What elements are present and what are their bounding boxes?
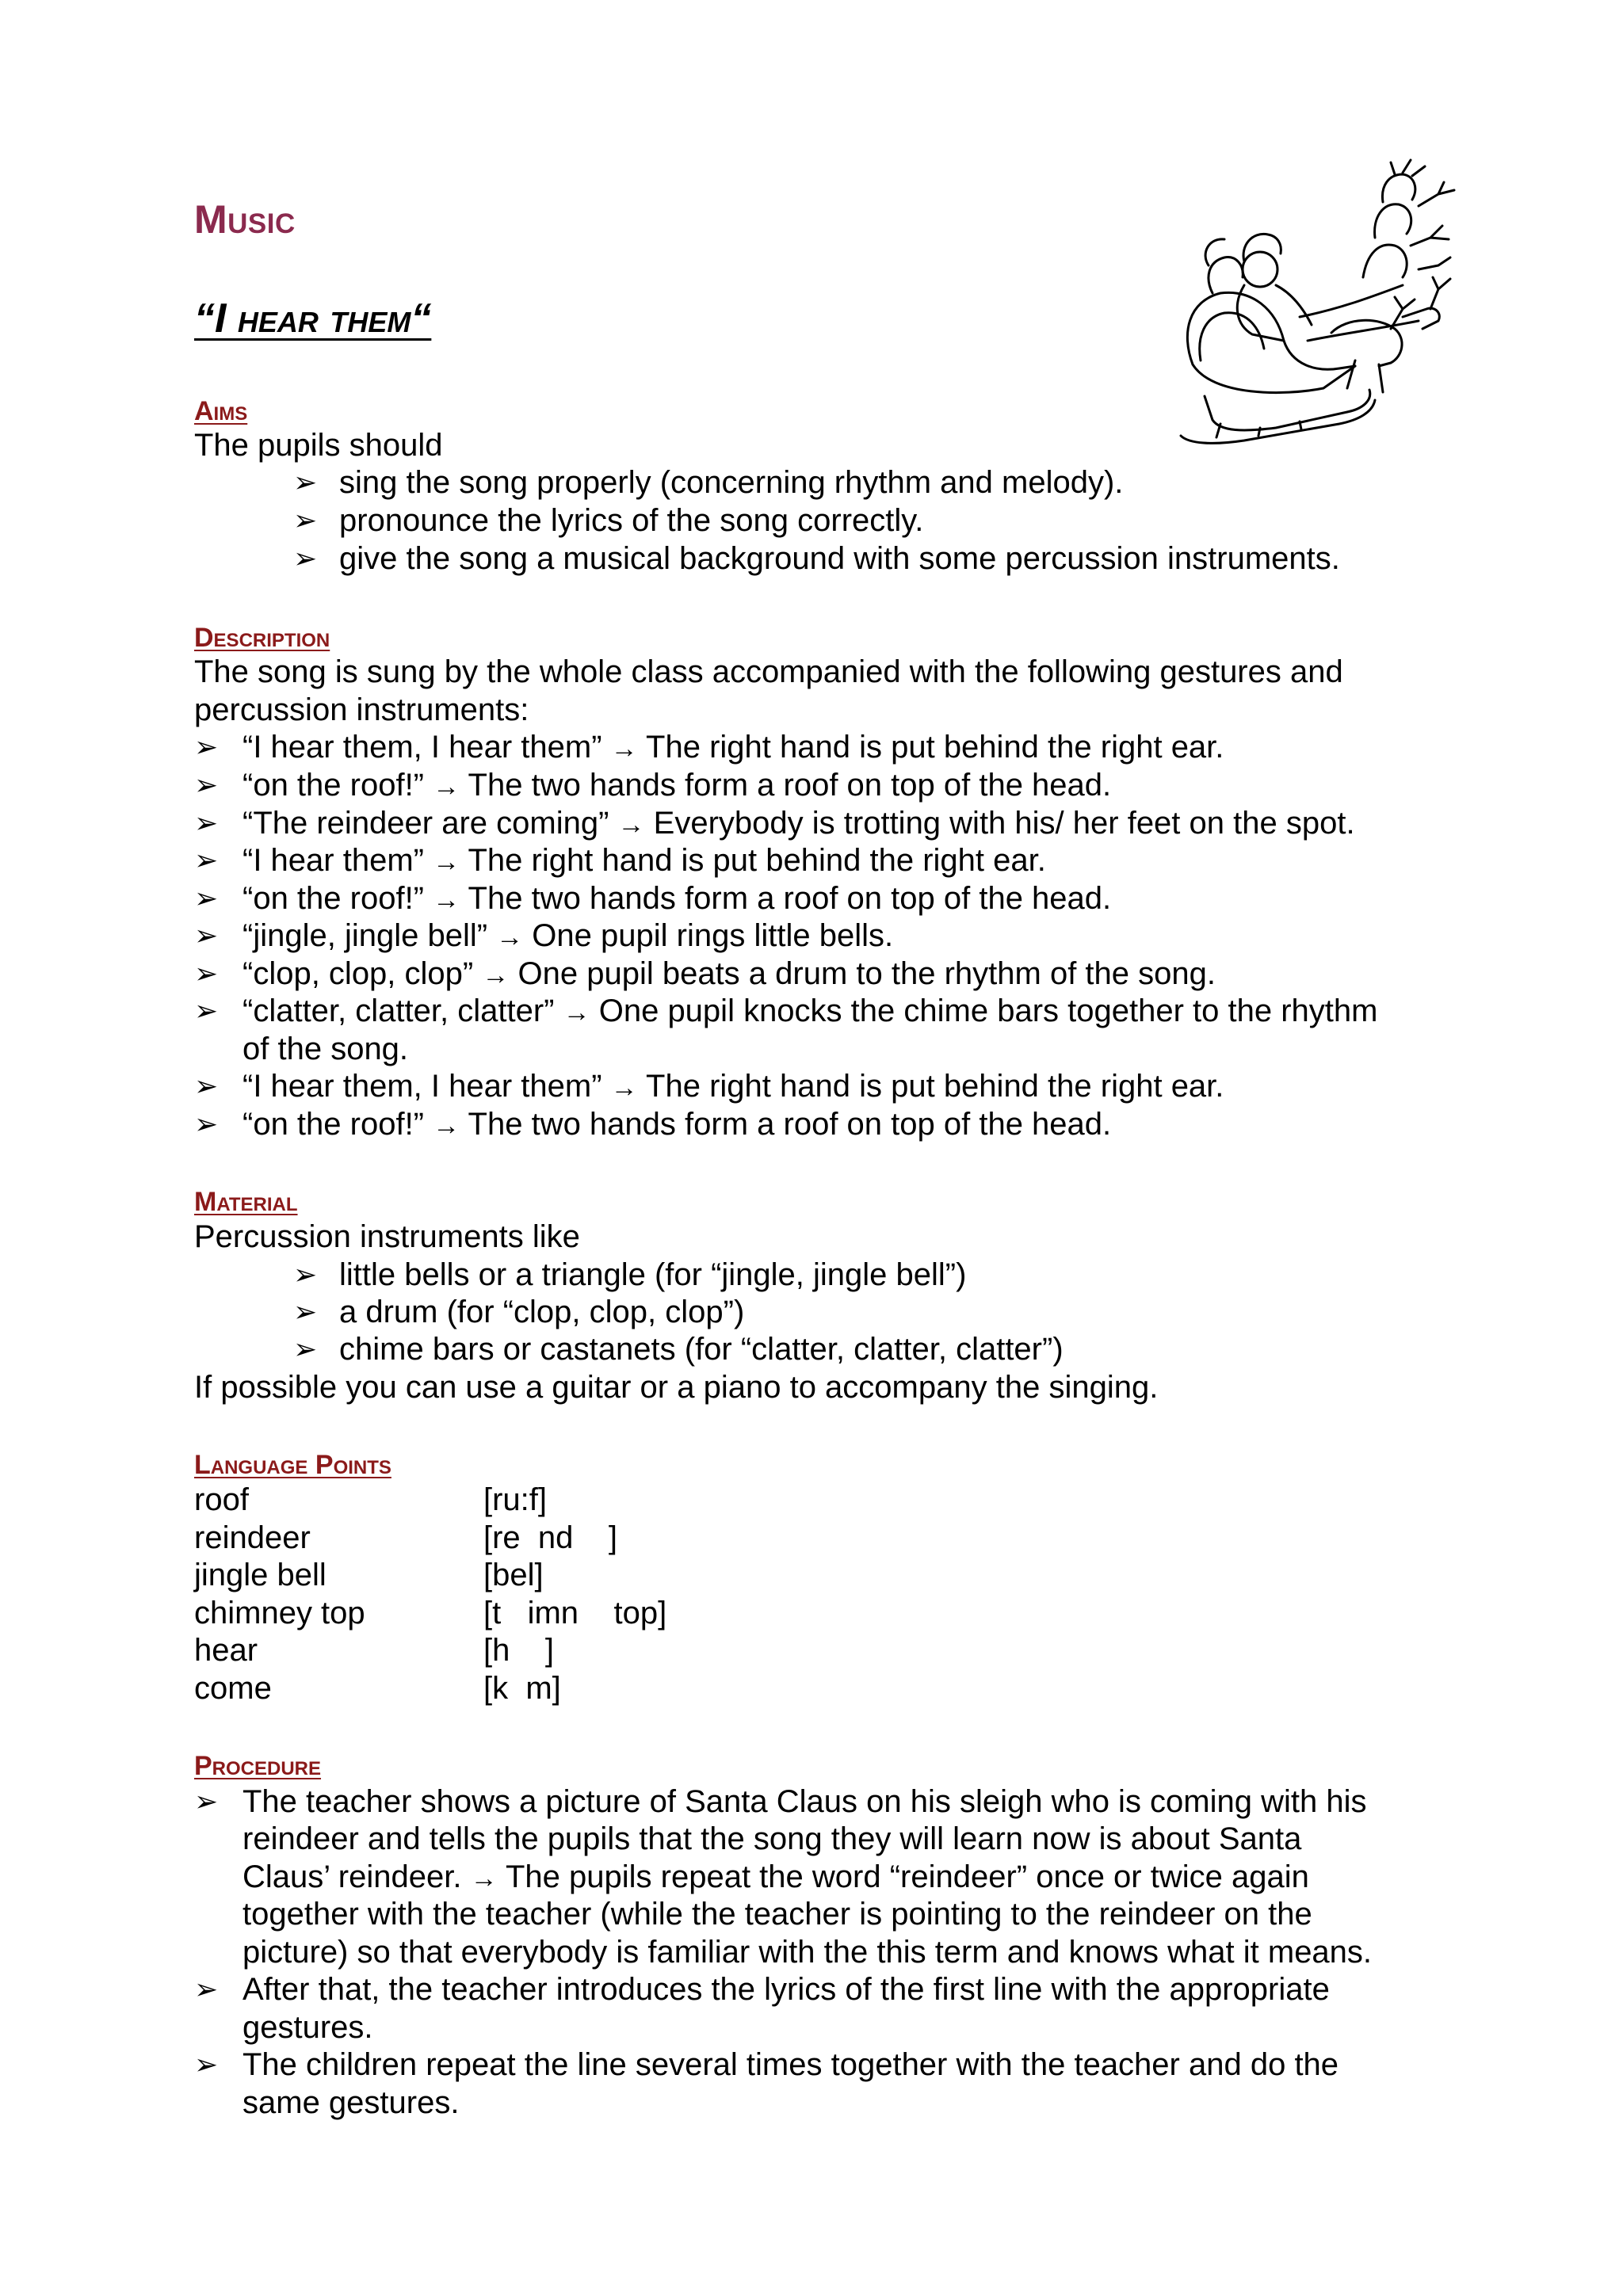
material-item: chime bars or castanets (for “clatter, clatter, clatter”) xyxy=(339,1332,1064,1367)
material-item: a drum (for “clop, clop, clop”) xyxy=(339,1295,745,1329)
list-item xyxy=(242,992,1377,1032)
arrow-icon: → xyxy=(610,1073,638,1103)
vocab-word: hear xyxy=(194,1633,258,1668)
list-item xyxy=(242,728,1224,768)
bullet-icon: ➢ xyxy=(293,466,318,498)
arrow-icon: → xyxy=(433,1111,460,1141)
bullet-icon: ➢ xyxy=(293,542,318,574)
bullet-icon: ➢ xyxy=(194,1973,219,2005)
bullet-icon: ➢ xyxy=(293,1333,318,1365)
aims-item: give the song a musical background with some percussion instruments. xyxy=(339,541,1340,576)
arrow-icon: → xyxy=(610,734,638,764)
song-title: “I hear them“ xyxy=(194,296,432,341)
vocab-pronunciation: [t imn top] xyxy=(483,1596,667,1630)
procedure-line: together with the teacher (while the teacher is pointing to the reindeer on the xyxy=(242,1897,1312,1932)
arrow-icon: → xyxy=(482,960,510,990)
vocab-word: reindeer xyxy=(194,1520,311,1555)
gesture-cue: “I hear them, I hear them” xyxy=(242,730,602,765)
bullet-icon: ➢ xyxy=(194,844,219,876)
procedure-line: picture) so that everybody is familiar with the this term and knows what it means. xyxy=(242,1935,1373,1970)
gesture-action: One pupil rings little bells. xyxy=(532,918,894,953)
bullet-icon: ➢ xyxy=(194,1108,219,1140)
bullet-icon: ➢ xyxy=(194,2048,219,2081)
procedure-line: reindeer and tells the pupils that the song they will learn now is about Santa xyxy=(242,1821,1302,1856)
vocab-pronunciation: [re nd ] xyxy=(483,1520,617,1555)
gesture-action: The two hands form a roof on top of the head. xyxy=(468,881,1112,916)
gesture-cue: “clop, clop, clop” xyxy=(242,956,474,991)
procedure-line: After that, the teacher introduces the lyrics of the first line with the appropriate xyxy=(242,1972,1330,2007)
santa-sleigh-illustration xyxy=(1165,158,1466,499)
gesture-action: Everybody is trotting with his/ her feet on the spot. xyxy=(653,806,1355,841)
list-item xyxy=(242,917,893,956)
gesture-action: One pupil beats a drum to the rhythm of the song. xyxy=(517,956,1216,991)
material-heading: Material xyxy=(194,1187,298,1217)
list-item xyxy=(242,955,1216,994)
description-heading: Description xyxy=(194,623,330,653)
material-item: little bells or a triangle (for “jingle, jingle bell”) xyxy=(339,1257,967,1292)
gesture-cue: “I hear them” xyxy=(242,843,424,878)
bullet-icon: ➢ xyxy=(194,882,219,914)
aims-intro: The pupils should xyxy=(194,428,443,463)
gesture-action: One pupil knocks the chime bars together to the rhythm xyxy=(598,994,1378,1028)
gesture-cue: “I hear them, I hear them” xyxy=(242,1069,602,1104)
arrow-icon: → xyxy=(496,922,524,952)
gesture-action: The right hand is put behind the right ear. xyxy=(468,843,1046,878)
vocab-word: roof xyxy=(194,1482,249,1517)
gesture-action: The two hands form a roof on top of the head. xyxy=(468,1107,1112,1142)
arrow-icon: → xyxy=(433,847,460,877)
gesture-cue: “on the roof!” xyxy=(242,768,425,803)
aims-item: sing the song properly (concerning rhythm and melody). xyxy=(339,465,1124,500)
list-item xyxy=(242,841,1046,881)
procedure-line: The teacher shows a picture of Santa Claus on his sleigh who is coming with his xyxy=(242,1784,1367,1819)
gesture-cue: “clatter, clatter, clatter” xyxy=(242,994,555,1028)
language-points-heading: Language Points xyxy=(194,1450,391,1480)
vocab-pronunciation: [h ] xyxy=(483,1633,554,1668)
bullet-icon: ➢ xyxy=(194,1070,219,1102)
bullet-icon: ➢ xyxy=(293,1258,318,1291)
bullet-icon: ➢ xyxy=(194,957,219,990)
list-item xyxy=(242,1067,1224,1107)
aims-item: pronounce the lyrics of the song correctly. xyxy=(339,503,924,538)
material-intro: Percussion instruments like xyxy=(194,1219,580,1254)
vocab-word: come xyxy=(194,1671,272,1706)
gesture-cue: “on the roof!” xyxy=(242,881,425,916)
procedure-line xyxy=(242,1858,1309,1897)
list-item xyxy=(242,1105,1111,1145)
bullet-icon: ➢ xyxy=(293,1295,318,1328)
bullet-icon: ➢ xyxy=(194,994,219,1027)
procedure-line: The children repeat the line several times together with the teacher and do the xyxy=(242,2047,1339,2082)
bullet-icon: ➢ xyxy=(194,730,219,763)
list-item xyxy=(242,766,1111,806)
arrow-icon: → xyxy=(470,1863,498,1894)
gesture-action: The right hand is put behind the right ear. xyxy=(646,1069,1224,1104)
bullet-icon: ➢ xyxy=(194,1785,219,1817)
description-intro: The song is sung by the whole class accompanied with the following gestures and xyxy=(194,654,1343,689)
procedure-line: same gestures. xyxy=(242,2085,460,2120)
arrow-icon: → xyxy=(617,810,645,840)
gesture-action: The two hands form a roof on top of the head. xyxy=(468,768,1112,803)
procedure-text: The pupils repeat the word “reindeer” once or twice again xyxy=(505,1859,1309,1894)
gesture-action: The right hand is put behind the right ear. xyxy=(646,730,1224,765)
vocab-pronunciation: [ru:f] xyxy=(483,1482,548,1517)
subject-heading: Music xyxy=(194,197,296,242)
gesture-cue: “The reindeer are coming” xyxy=(242,806,609,841)
aims-heading: Aims xyxy=(194,396,248,426)
gesture-cue: “on the roof!” xyxy=(242,1107,425,1142)
bullet-icon: ➢ xyxy=(293,504,318,536)
procedure-heading: Procedure xyxy=(194,1751,322,1781)
bullet-icon: ➢ xyxy=(194,769,219,801)
material-note: If possible you can use a guitar or a piano to accompany the singing. xyxy=(194,1370,1159,1405)
arrow-icon: → xyxy=(433,772,460,802)
vocab-word: jingle bell xyxy=(194,1558,327,1592)
procedure-text: Claus’ reindeer. xyxy=(242,1859,462,1894)
gesture-cue: “jingle, jingle bell” xyxy=(242,918,488,953)
vocab-word: chimney top xyxy=(194,1596,365,1630)
bullet-icon: ➢ xyxy=(194,807,219,839)
list-item-continuation: of the song. xyxy=(242,1032,409,1066)
arrow-icon: → xyxy=(433,885,460,915)
description-intro: percussion instruments: xyxy=(194,692,529,727)
vocab-pronunciation: [bel] xyxy=(483,1558,544,1592)
arrow-icon: → xyxy=(563,997,590,1028)
list-item xyxy=(242,879,1111,919)
procedure-line: gestures. xyxy=(242,2010,373,2045)
vocab-pronunciation: [k m] xyxy=(483,1671,561,1706)
bullet-icon: ➢ xyxy=(194,919,219,952)
list-item xyxy=(242,804,1355,844)
